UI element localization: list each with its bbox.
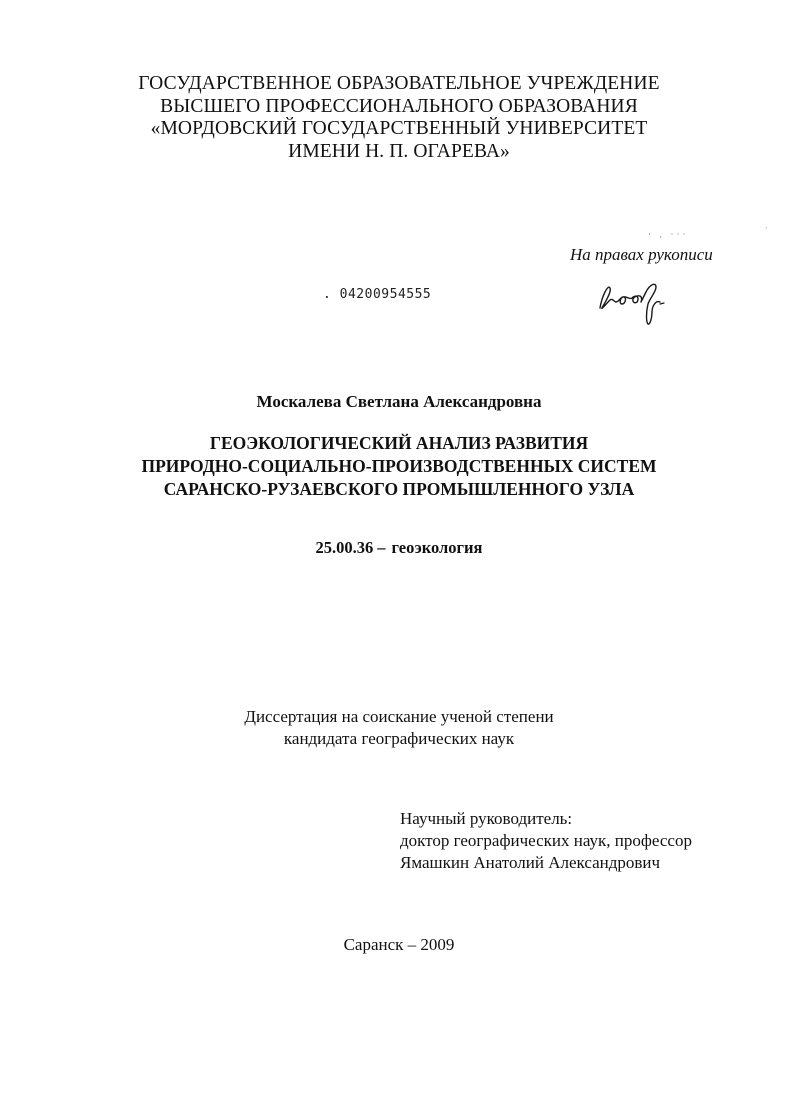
- title-line: САРАНСКО-РУЗАЕВСКОГО ПРОМЫШЛЕННОГО УЗЛА: [163, 479, 635, 499]
- specialty-separator: –: [377, 538, 386, 557]
- author-name: Москалева Светлана Александровна: [256, 392, 542, 411]
- advisor-name: Ямашкин Анатолий Александрович: [400, 853, 661, 872]
- dissertation-title: [0, 432, 798, 501]
- advisor-block: [400, 808, 692, 874]
- code-dot: .: [323, 287, 332, 302]
- degree-line: Диссертация на соискание ученой степени: [244, 707, 554, 726]
- degree-statement: [0, 706, 798, 750]
- advisor-heading: Научный руководитель:: [400, 809, 573, 828]
- catalog-code: [323, 287, 431, 302]
- degree-line: кандидата географических наук: [283, 729, 515, 748]
- specialty-name: геоэкология: [391, 538, 483, 557]
- specialty-code: 25.00.36: [315, 538, 374, 557]
- scan-specks: ˙ · ˙˙˙: [648, 232, 689, 242]
- title-line: ГЕОЭКОЛОГИЧЕСКИЙ АНАЛИЗ РАЗВИТИЯ: [209, 433, 589, 453]
- manuscript-note: На правах рукописи: [570, 245, 713, 264]
- scan-speck: ˊ: [765, 226, 768, 235]
- institution-line: «МОРДОВСКИЙ ГОСУДАРСТВЕННЫЙ УНИВЕРСИТЕТ: [150, 118, 648, 139]
- advisor-degree: доктор географических наук, профессор: [400, 831, 692, 850]
- signature-icon: [594, 278, 686, 328]
- institution-line: ГОСУДАРСТВЕННОЕ ОБРАЗОВАТЕЛЬНОЕ УЧРЕЖДЕНИЕ: [138, 73, 660, 94]
- place-year: Саранск – 2009: [343, 935, 455, 954]
- title-line: ПРИРОДНО-СОЦИАЛЬНО-ПРОИЗВОДСТВЕННЫХ СИСТЕМ: [141, 456, 657, 476]
- catalog-code-value: 04200954555: [339, 287, 432, 302]
- institution-line: ВЫСШЕГО ПРОФЕССИОНАЛЬНОГО ОБРАЗОВАНИЯ: [160, 95, 638, 117]
- institution-line: ИМЕНИ Н. П. ОГАРЕВА»: [288, 140, 510, 162]
- specialty: [0, 538, 798, 558]
- institution-header: [0, 73, 798, 163]
